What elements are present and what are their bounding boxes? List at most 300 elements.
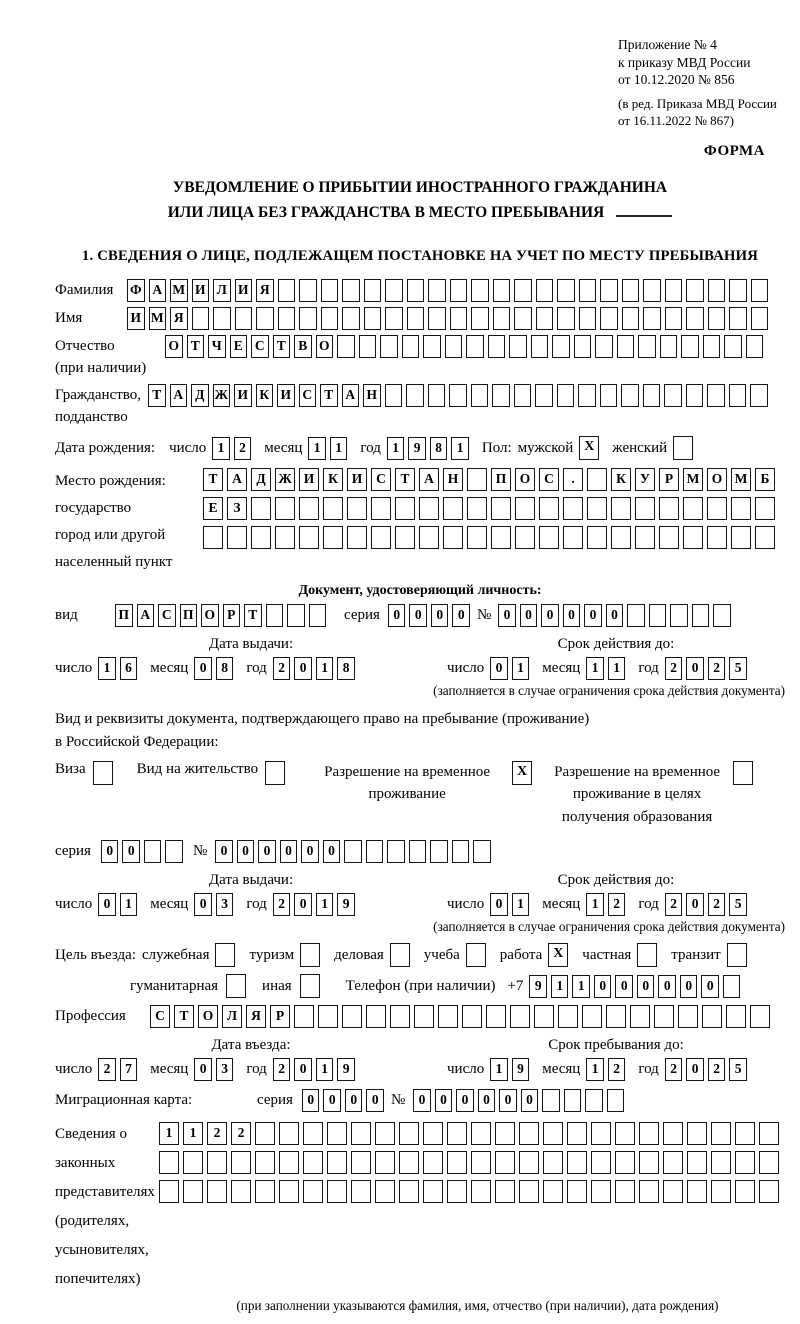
temp-residence-education-checkbox[interactable] — [733, 761, 753, 785]
char-box[interactable]: 1 — [98, 657, 116, 680]
birth-place-row3[interactable] — [203, 526, 779, 549]
char-box[interactable]: И — [192, 279, 210, 302]
migration-card-number-field[interactable] — [413, 1089, 628, 1112]
char-box[interactable]: Ж — [213, 384, 231, 407]
char-box[interactable] — [635, 497, 655, 520]
char-box[interactable] — [557, 384, 575, 407]
char-box[interactable]: З — [227, 497, 247, 520]
char-box[interactable] — [558, 1005, 578, 1028]
char-box[interactable]: П — [180, 604, 198, 627]
residence-doc-expiry-year[interactable] — [665, 893, 751, 916]
char-box[interactable]: 0 — [345, 1089, 363, 1112]
char-box[interactable]: К — [256, 384, 274, 407]
char-box[interactable] — [659, 526, 679, 549]
char-box[interactable]: С — [150, 1005, 170, 1028]
char-box[interactable] — [347, 497, 367, 520]
char-box[interactable]: 2 — [273, 1058, 291, 1081]
char-box[interactable] — [621, 384, 639, 407]
phone-field[interactable] — [529, 975, 744, 998]
char-box[interactable] — [462, 1005, 482, 1028]
char-box[interactable] — [630, 1005, 650, 1028]
char-box[interactable] — [327, 1180, 347, 1203]
char-box[interactable]: 0 — [194, 1058, 212, 1081]
char-box[interactable]: 1 — [316, 893, 334, 916]
char-box[interactable]: Ф — [127, 279, 145, 302]
birth-place-row1[interactable] — [203, 468, 779, 491]
char-box[interactable]: Т — [187, 335, 205, 358]
char-box[interactable]: И — [235, 279, 253, 302]
char-box[interactable]: А — [137, 604, 155, 627]
char-box[interactable]: И — [299, 468, 319, 491]
char-box[interactable] — [303, 1122, 323, 1145]
char-box[interactable]: 2 — [608, 893, 626, 916]
char-box[interactable] — [707, 497, 727, 520]
char-box[interactable]: 2 — [234, 437, 252, 460]
purpose-private-checkbox[interactable] — [637, 943, 657, 967]
char-box[interactable]: Я — [170, 307, 188, 330]
char-box[interactable]: 1 — [212, 437, 230, 460]
char-box[interactable]: 0 — [323, 1089, 341, 1112]
char-box[interactable]: Е — [230, 335, 248, 358]
char-box[interactable]: Д — [191, 384, 209, 407]
char-box[interactable] — [587, 526, 607, 549]
char-box[interactable] — [371, 497, 391, 520]
char-box[interactable]: С — [539, 468, 559, 491]
char-box[interactable] — [366, 1005, 386, 1028]
char-box[interactable]: 0 — [521, 1089, 539, 1112]
char-box[interactable] — [321, 279, 339, 302]
char-box[interactable] — [279, 1180, 299, 1203]
char-box[interactable] — [670, 604, 688, 627]
char-box[interactable] — [563, 497, 583, 520]
char-box[interactable] — [687, 1122, 707, 1145]
char-box[interactable] — [473, 840, 491, 863]
char-box[interactable]: 0 — [215, 840, 233, 863]
char-box[interactable] — [213, 307, 231, 330]
first-name-field[interactable] — [127, 307, 772, 330]
char-box[interactable]: 0 — [101, 840, 119, 863]
char-box[interactable]: 0 — [413, 1089, 431, 1112]
char-box[interactable] — [423, 335, 441, 358]
char-box[interactable] — [467, 497, 487, 520]
char-box[interactable] — [255, 1180, 275, 1203]
char-box[interactable] — [535, 384, 553, 407]
char-box[interactable] — [493, 307, 511, 330]
purpose-transit-checkbox[interactable] — [727, 943, 747, 967]
char-box[interactable] — [543, 1180, 563, 1203]
char-box[interactable] — [287, 604, 305, 627]
purpose-humanitarian-checkbox[interactable] — [226, 974, 246, 998]
char-box[interactable] — [683, 526, 703, 549]
birth-place-row2[interactable] — [203, 497, 779, 520]
char-box[interactable] — [564, 1089, 582, 1112]
char-box[interactable]: К — [323, 468, 343, 491]
char-box[interactable] — [452, 840, 470, 863]
char-box[interactable] — [399, 1180, 419, 1203]
char-box[interactable] — [375, 1122, 395, 1145]
char-box[interactable] — [750, 384, 768, 407]
char-box[interactable]: 8 — [337, 657, 355, 680]
char-box[interactable]: А — [149, 279, 167, 302]
char-box[interactable] — [279, 1122, 299, 1145]
char-box[interactable] — [385, 279, 403, 302]
char-box[interactable] — [467, 526, 487, 549]
char-box[interactable] — [703, 335, 721, 358]
char-box[interactable]: 7 — [120, 1058, 138, 1081]
char-box[interactable]: 0 — [122, 840, 140, 863]
char-box[interactable] — [380, 335, 398, 358]
char-box[interactable]: 0 — [194, 893, 212, 916]
char-box[interactable]: 2 — [231, 1122, 251, 1145]
char-box[interactable] — [395, 526, 415, 549]
char-box[interactable] — [557, 279, 575, 302]
char-box[interactable] — [318, 1005, 338, 1028]
char-box[interactable] — [600, 279, 618, 302]
char-box[interactable] — [587, 497, 607, 520]
char-box[interactable]: 2 — [207, 1122, 227, 1145]
char-box[interactable]: 9 — [337, 1058, 355, 1081]
representatives-row3[interactable] — [159, 1180, 783, 1203]
char-box[interactable]: С — [371, 468, 391, 491]
char-box[interactable]: О — [165, 335, 183, 358]
char-box[interactable] — [364, 279, 382, 302]
char-box[interactable] — [447, 1180, 467, 1203]
char-box[interactable]: 0 — [294, 1058, 312, 1081]
char-box[interactable]: 2 — [273, 657, 291, 680]
char-box[interactable] — [627, 604, 645, 627]
char-box[interactable]: 0 — [456, 1089, 474, 1112]
char-box[interactable] — [515, 497, 535, 520]
char-box[interactable] — [423, 1122, 443, 1145]
char-box[interactable]: Б — [755, 468, 775, 491]
residence-permit-checkbox[interactable] — [265, 761, 285, 785]
char-box[interactable]: 1 — [608, 657, 626, 680]
char-box[interactable] — [402, 335, 420, 358]
char-box[interactable] — [678, 1005, 698, 1028]
char-box[interactable]: 0 — [606, 604, 624, 627]
char-box[interactable]: 0 — [680, 975, 698, 998]
char-box[interactable] — [385, 307, 403, 330]
char-box[interactable] — [309, 604, 327, 627]
birth-day-field[interactable] — [212, 437, 255, 460]
stay-until-month[interactable] — [586, 1058, 629, 1081]
char-box[interactable] — [713, 604, 731, 627]
char-box[interactable]: 1 — [586, 657, 604, 680]
char-box[interactable] — [207, 1180, 227, 1203]
visa-checkbox[interactable] — [93, 761, 113, 785]
char-box[interactable]: Н — [443, 468, 463, 491]
char-box[interactable] — [591, 1180, 611, 1203]
char-box[interactable] — [428, 307, 446, 330]
entry-date-day[interactable] — [98, 1058, 141, 1081]
identity-doc-issue-month[interactable] — [194, 657, 237, 680]
char-box[interactable] — [445, 335, 463, 358]
char-box[interactable] — [585, 1089, 603, 1112]
char-box[interactable] — [323, 497, 343, 520]
char-box[interactable]: 0 — [490, 657, 508, 680]
char-box[interactable]: 1 — [451, 437, 469, 460]
char-box[interactable] — [371, 526, 391, 549]
char-box[interactable]: 0 — [409, 604, 427, 627]
char-box[interactable]: 0 — [431, 604, 449, 627]
char-box[interactable] — [686, 307, 704, 330]
char-box[interactable]: Е — [203, 497, 223, 520]
char-box[interactable] — [351, 1180, 371, 1203]
char-box[interactable] — [600, 384, 618, 407]
char-box[interactable]: Р — [270, 1005, 290, 1028]
char-box[interactable] — [615, 1122, 635, 1145]
char-box[interactable]: О — [201, 604, 219, 627]
char-box[interactable]: А — [170, 384, 188, 407]
char-box[interactable] — [342, 1005, 362, 1028]
char-box[interactable]: С — [251, 335, 269, 358]
char-box[interactable] — [731, 497, 751, 520]
char-box[interactable]: А — [342, 384, 360, 407]
char-box[interactable]: 1 — [551, 975, 569, 998]
char-box[interactable] — [750, 1005, 770, 1028]
char-box[interactable] — [711, 1122, 731, 1145]
char-box[interactable]: 0 — [258, 840, 276, 863]
char-box[interactable]: 0 — [584, 604, 602, 627]
char-box[interactable] — [493, 279, 511, 302]
char-box[interactable]: 0 — [594, 975, 612, 998]
char-box[interactable] — [251, 526, 271, 549]
char-box[interactable] — [428, 384, 446, 407]
char-box[interactable] — [536, 307, 554, 330]
char-box[interactable]: 2 — [708, 1058, 726, 1081]
purpose-tourism-checkbox[interactable] — [300, 943, 320, 967]
char-box[interactable]: М — [683, 468, 703, 491]
char-box[interactable]: И — [234, 384, 252, 407]
char-box[interactable] — [708, 279, 726, 302]
char-box[interactable] — [663, 1180, 683, 1203]
char-box[interactable]: 0 — [388, 604, 406, 627]
char-box[interactable] — [639, 1180, 659, 1203]
char-box[interactable] — [251, 497, 271, 520]
char-box[interactable] — [407, 307, 425, 330]
char-box[interactable] — [275, 526, 295, 549]
char-box[interactable]: Я — [256, 279, 274, 302]
char-box[interactable]: 1 — [308, 437, 326, 460]
char-box[interactable] — [686, 384, 704, 407]
char-box[interactable] — [515, 526, 535, 549]
char-box[interactable]: 0 — [563, 604, 581, 627]
char-box[interactable]: П — [491, 468, 511, 491]
char-box[interactable] — [514, 307, 532, 330]
char-box[interactable] — [256, 307, 274, 330]
char-box[interactable]: 0 — [302, 1089, 320, 1112]
char-box[interactable] — [471, 279, 489, 302]
char-box[interactable] — [364, 307, 382, 330]
char-box[interactable] — [729, 307, 747, 330]
char-box[interactable]: Ж — [275, 468, 295, 491]
char-box[interactable] — [702, 1005, 722, 1028]
char-box[interactable] — [755, 497, 775, 520]
char-box[interactable] — [635, 526, 655, 549]
char-box[interactable]: И — [277, 384, 295, 407]
char-box[interactable] — [643, 279, 661, 302]
char-box[interactable]: 1 — [120, 893, 138, 916]
char-box[interactable]: 0 — [294, 893, 312, 916]
char-box[interactable]: С — [299, 384, 317, 407]
char-box[interactable] — [227, 526, 247, 549]
identity-doc-expiry-month[interactable] — [586, 657, 629, 680]
purpose-other-checkbox[interactable] — [300, 974, 320, 998]
char-box[interactable]: 1 — [490, 1058, 508, 1081]
char-box[interactable] — [735, 1122, 755, 1145]
char-box[interactable]: Т — [395, 468, 415, 491]
purpose-study-checkbox[interactable] — [466, 943, 486, 967]
char-box[interactable] — [495, 1122, 515, 1145]
char-box[interactable]: М — [149, 307, 167, 330]
char-box[interactable] — [407, 279, 425, 302]
char-box[interactable] — [414, 1005, 434, 1028]
char-box[interactable] — [303, 1180, 323, 1203]
char-box[interactable] — [344, 840, 362, 863]
migration-card-series-field[interactable] — [302, 1089, 388, 1112]
char-box[interactable] — [707, 526, 727, 549]
char-box[interactable] — [203, 526, 223, 549]
char-box[interactable]: 1 — [512, 893, 530, 916]
char-box[interactable]: 2 — [273, 893, 291, 916]
char-box[interactable] — [235, 307, 253, 330]
char-box[interactable]: 1 — [159, 1122, 179, 1145]
char-box[interactable] — [510, 1005, 530, 1028]
char-box[interactable]: 1 — [330, 437, 348, 460]
char-box[interactable]: М — [731, 468, 751, 491]
char-box[interactable] — [231, 1180, 251, 1203]
birth-year-field[interactable] — [387, 437, 473, 460]
char-box[interactable] — [735, 1180, 755, 1203]
char-box[interactable]: 0 — [478, 1089, 496, 1112]
char-box[interactable] — [686, 279, 704, 302]
char-box[interactable]: О — [515, 468, 535, 491]
char-box[interactable] — [643, 384, 661, 407]
char-box[interactable] — [729, 384, 747, 407]
char-box[interactable]: 2 — [708, 657, 726, 680]
char-box[interactable]: 0 — [301, 840, 319, 863]
char-box[interactable] — [607, 1089, 625, 1112]
residence-doc-issue-month[interactable] — [194, 893, 237, 916]
char-box[interactable] — [351, 1122, 371, 1145]
char-box[interactable] — [299, 307, 317, 330]
char-box[interactable]: 9 — [529, 975, 547, 998]
char-box[interactable]: Р — [223, 604, 241, 627]
identity-doc-series-field[interactable] — [388, 604, 474, 627]
char-box[interactable]: А — [227, 468, 247, 491]
char-box[interactable]: 0 — [237, 840, 255, 863]
sex-male-checkbox[interactable]: X — [579, 436, 599, 460]
char-box[interactable]: 0 — [499, 1089, 517, 1112]
char-box[interactable] — [266, 604, 284, 627]
char-box[interactable]: 5 — [729, 1058, 747, 1081]
birth-month-field[interactable] — [308, 437, 351, 460]
char-box[interactable] — [751, 307, 769, 330]
char-box[interactable]: Р — [659, 468, 679, 491]
char-box[interactable]: 1 — [316, 657, 334, 680]
char-box[interactable] — [359, 335, 377, 358]
patronymic-field[interactable] — [165, 335, 767, 358]
char-box[interactable]: 2 — [665, 657, 683, 680]
char-box[interactable] — [729, 279, 747, 302]
temp-residence-checkbox[interactable]: X — [512, 761, 532, 785]
char-box[interactable] — [183, 1180, 203, 1203]
char-box[interactable] — [708, 307, 726, 330]
stay-until-day[interactable] — [490, 1058, 533, 1081]
char-box[interactable]: 2 — [665, 1058, 683, 1081]
char-box[interactable]: Д — [251, 468, 271, 491]
char-box[interactable] — [488, 335, 506, 358]
char-box[interactable] — [711, 1180, 731, 1203]
char-box[interactable]: 0 — [280, 840, 298, 863]
char-box[interactable] — [759, 1122, 779, 1145]
char-box[interactable] — [342, 279, 360, 302]
char-box[interactable]: 1 — [512, 657, 530, 680]
char-box[interactable] — [430, 840, 448, 863]
char-box[interactable] — [665, 279, 683, 302]
char-box[interactable] — [443, 526, 463, 549]
char-box[interactable] — [337, 335, 355, 358]
char-box[interactable] — [534, 1005, 554, 1028]
identity-doc-issue-day[interactable] — [98, 657, 141, 680]
char-box[interactable]: К — [611, 468, 631, 491]
char-box[interactable] — [255, 1122, 275, 1145]
char-box[interactable] — [567, 1180, 587, 1203]
char-box[interactable]: 0 — [686, 1058, 704, 1081]
char-box[interactable]: 1 — [586, 1058, 604, 1081]
char-box[interactable] — [542, 1089, 560, 1112]
char-box[interactable]: 9 — [512, 1058, 530, 1081]
residence-doc-issue-year[interactable] — [273, 893, 359, 916]
char-box[interactable] — [660, 335, 678, 358]
char-box[interactable] — [643, 307, 661, 330]
char-box[interactable]: Я — [246, 1005, 266, 1028]
char-box[interactable] — [615, 1180, 635, 1203]
char-box[interactable] — [638, 335, 656, 358]
char-box[interactable] — [622, 279, 640, 302]
char-box[interactable] — [726, 1005, 746, 1028]
char-box[interactable] — [519, 1122, 539, 1145]
char-box[interactable] — [428, 279, 446, 302]
char-box[interactable] — [746, 335, 764, 358]
identity-doc-expiry-year[interactable] — [665, 657, 751, 680]
char-box[interactable]: 2 — [608, 1058, 626, 1081]
char-box[interactable] — [467, 468, 487, 491]
char-box[interactable] — [323, 526, 343, 549]
char-box[interactable]: 1 — [316, 1058, 334, 1081]
char-box[interactable]: 2 — [665, 893, 683, 916]
char-box[interactable]: 1 — [387, 437, 405, 460]
char-box[interactable] — [663, 1122, 683, 1145]
char-box[interactable] — [409, 840, 427, 863]
char-box[interactable] — [731, 526, 751, 549]
char-box[interactable] — [278, 307, 296, 330]
char-box[interactable] — [687, 1180, 707, 1203]
char-box[interactable]: 1 — [572, 975, 590, 998]
char-box[interactable] — [387, 840, 405, 863]
residence-doc-expiry-month[interactable] — [586, 893, 629, 916]
char-box[interactable] — [192, 307, 210, 330]
char-box[interactable] — [342, 307, 360, 330]
char-box[interactable] — [755, 526, 775, 549]
char-box[interactable] — [567, 1122, 587, 1145]
char-box[interactable]: Т — [174, 1005, 194, 1028]
char-box[interactable]: 0 — [194, 657, 212, 680]
char-box[interactable] — [539, 526, 559, 549]
char-box[interactable] — [491, 526, 511, 549]
residence-doc-expiry-day[interactable] — [490, 893, 533, 916]
identity-doc-kind-field[interactable] — [115, 604, 330, 627]
